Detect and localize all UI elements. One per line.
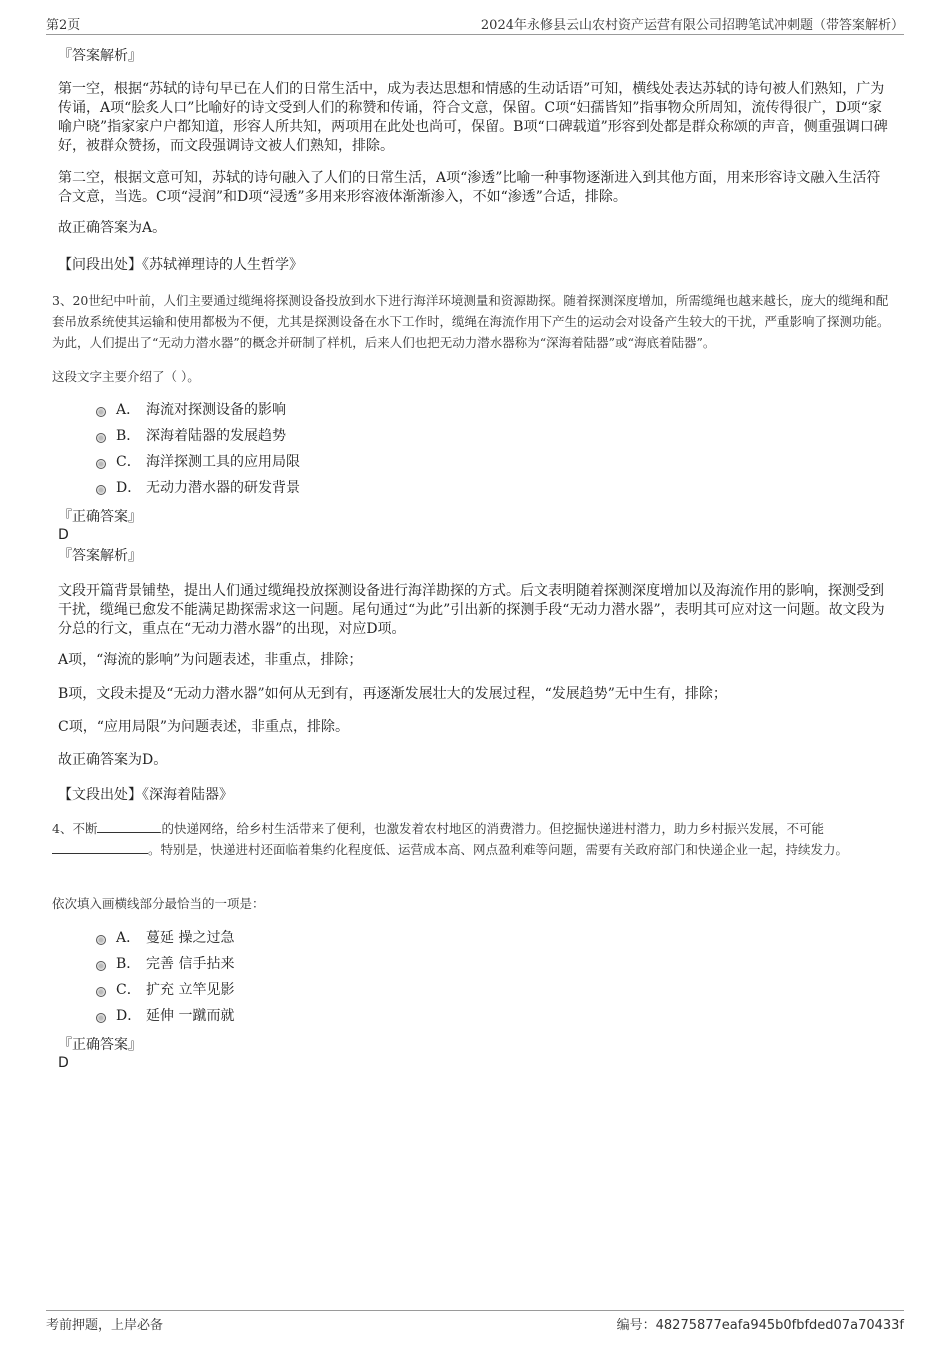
q3-option-d[interactable]: [96, 478, 300, 498]
radio-icon[interactable]: [96, 407, 106, 417]
option-text: 完善 信手拈来: [146, 956, 235, 972]
option-letter: B．: [116, 956, 141, 972]
q4-question: 依次填入画横线部分最恰当的一项是：: [52, 896, 265, 911]
q4-passage: [52, 818, 894, 860]
q4-answer: D: [58, 1055, 69, 1071]
q3-analysis-c: C项，“应用局限”为问题表述，非重点，排除。: [58, 719, 350, 735]
q3-source: 【文段出处】《深海着陆器》: [58, 787, 233, 803]
q4-option-b[interactable]: [96, 954, 234, 974]
radio-icon[interactable]: [96, 935, 106, 945]
option-text: 延伸 一蹴而就: [146, 1008, 235, 1024]
option-letter: C．: [116, 454, 141, 470]
option-letter: D．: [116, 480, 142, 496]
option-letter: B．: [116, 428, 141, 444]
document-title: 2024年永修县云山农村资产运营有限公司招聘笔试冲刺题（带答案解析）: [480, 18, 904, 33]
q4-option-c[interactable]: [96, 980, 234, 1000]
option-letter: D．: [116, 1008, 142, 1024]
option-text: 无动力潜水器的研发背景: [146, 480, 300, 496]
document-id: 编号：48275877eafa945b0fbfded07a70433f: [616, 1318, 904, 1333]
q2-analysis-p1: 第一空，根据“苏轼的诗句早已在人们的日常生活中，成为表达思想和情感的生动话语”可知，横线处表达苏轼的诗句被人们熟知，广为传诵，A项“脍炙人口”比喻好的诗文受到人们的称赞和传诵，符合文意，保留。C项“妇孺皆知”指事物众所周知，流传得很广，D项“家喻户晓”指家家户户都知道，形容人所共知，两项用在此处也尚可，保留。B项“口碑载道”形容到处都是群众称颂的声音，侧重强调口碑好，被群众赞扬，而文段强调诗文被人们熟知，排除。: [58, 81, 888, 154]
radio-icon[interactable]: [96, 1013, 106, 1023]
q4-passage-part-b: 的快递网络，给乡村生活带来了便利，也激发着农村地区的消费潜力。但挖掘快递进村潜力，助力乡村振兴发展，不可能: [161, 821, 824, 836]
q3-answer-tag: 『正确答案』: [58, 509, 142, 525]
q3-option-b[interactable]: [96, 426, 286, 446]
option-text: 扩充 立竿见影: [146, 982, 235, 998]
option-text: 海洋探测工具的应用局限: [146, 454, 300, 470]
q3-conclusion: 故正确答案为D。: [58, 752, 168, 768]
option-letter: A．: [116, 402, 141, 418]
radio-icon[interactable]: [96, 433, 106, 443]
radio-icon[interactable]: [96, 485, 106, 495]
q2-analysis-tag: 『答案解析』: [58, 48, 142, 64]
q2-analysis-p2: 第二空，根据文意可知，苏轼的诗句融入了人们的日常生活，A项“渗透”比喻一种事物逐渐进入到其他方面，用来形容诗文融入生活符合文意，当选。C项“浸润”和D项“浸透”多用来形容液体渐渐渗入，不如“渗透”合适，排除。: [58, 170, 881, 205]
q4-option-a[interactable]: [96, 928, 234, 948]
option-text: 海流对探测设备的影响: [146, 402, 286, 418]
q3-analysis-tag: 『答案解析』: [58, 548, 142, 564]
page-header: [46, 14, 904, 35]
q2-conclusion: 故正确答案为A。: [58, 220, 167, 236]
q4-answer-tag: 『正确答案』: [58, 1037, 142, 1053]
q2-source: 【问段出处】《苏轼禅理诗的人生哲学》: [58, 257, 303, 273]
q3-analysis-p1: 文段开篇背景铺垫，提出人们通过缆绳投放探测设备进行海洋勘探的方式。后文表明随着探测深度增加以及海流作用的影响，探测受到干扰，缆绳已愈发不能满足勘探需求这一问题。尾句通过“为此”引出新的探测手段“无动力潜水器”，表明其可应对这一问题。故文段为分总的行文，重点在“无动力潜水器”的出现，对应D项。: [58, 583, 885, 637]
q3-answer: D: [58, 527, 69, 543]
q3-passage: 3、20世纪中叶前，人们主要通过缆绳将探测设备投放到水下进行海洋环境测量和资源勘探。随着探测深度增加，所需缆绳也越来越长，庞大的缆绳和配套吊放系统使其运输和使用都极为不便，尤其是探测设备在水下工作时，缆绳在海流作用下产生的运动会对设备产生较大的干扰，严重影响了探测功能。为此，人们提出了“无动力潜水器”的概念并研制了样机，后来人们也把无动力潜水器称为“深海着陆器”或“海底着陆器”。: [52, 293, 890, 350]
q3-option-a[interactable]: [96, 400, 286, 420]
q4-passage-part-a: 4、不断: [52, 821, 98, 836]
blank-1: [97, 818, 161, 833]
q3-analysis-a: A项，“海流的影响”为问题表述，非重点，排除；: [58, 652, 363, 668]
option-text: 蔓延 操之过急: [146, 930, 235, 946]
option-letter: C．: [116, 982, 141, 998]
page-footer: [46, 1310, 904, 1333]
q3-question: 这段文字主要介绍了（ ）。: [52, 369, 200, 384]
footer-slogan: 考前押题，上岸必备: [46, 1318, 164, 1333]
q3-analysis-b: B项，文段未提及“无动力潜水器”如何从无到有，再逐渐发展壮大的发展过程，“发展趋势”无中生有，排除；: [58, 686, 727, 702]
blank-2: [52, 839, 148, 854]
q3-option-c[interactable]: [96, 452, 300, 472]
radio-icon[interactable]: [96, 961, 106, 971]
option-text: 深海着陆器的发展趋势: [146, 428, 286, 444]
page-number: 第2页: [46, 18, 81, 33]
radio-icon[interactable]: [96, 459, 106, 469]
radio-icon[interactable]: [96, 987, 106, 997]
q4-option-d[interactable]: [96, 1006, 234, 1026]
q4-passage-part-c: 。特别是，快递进村还面临着集约化程度低、运营成本高、网点盈利难等问题，需要有关政府部门和快递企业一起，持续发力。: [148, 842, 849, 857]
option-letter: A．: [116, 930, 141, 946]
